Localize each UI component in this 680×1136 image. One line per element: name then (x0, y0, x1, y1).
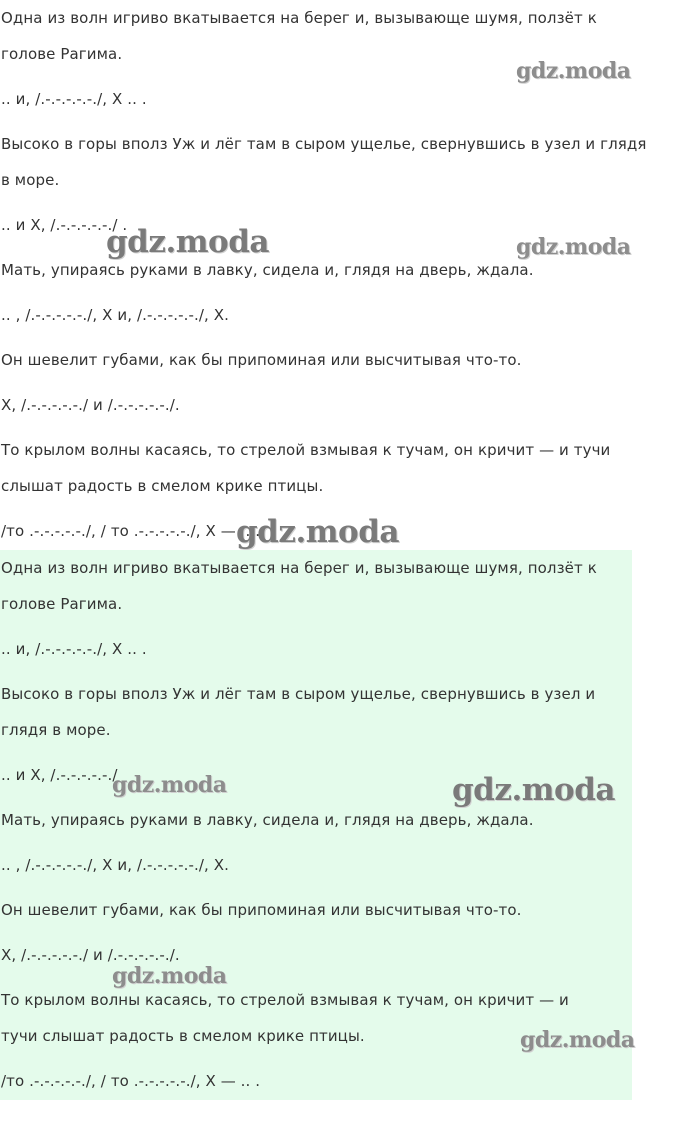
watermark: gdz.moda (112, 963, 227, 989)
scheme-line: .. и Х, /.-.-.-.-.-./ . (1, 216, 128, 234)
sentence-line: Мать, упираясь руками в лавку, сидела и, глядя на дверь, ждала. (1, 811, 534, 829)
scheme-line: .. и, /.-.-.-.-.-./, Х .. . (1, 640, 147, 658)
scheme-line: /то .-.-.-.-.-./, / то .-.-.-.-.-./, Х — .. . (1, 1072, 261, 1090)
scheme-line: .. и Х, /.-.-.-.-.-./ (1, 766, 118, 784)
watermark: gdz.moda (452, 772, 615, 808)
watermark: gdz.moda (112, 772, 227, 798)
watermark: gdz.moda (106, 224, 269, 260)
sentence-line: в море. (1, 171, 60, 189)
sentence-line: Одна из волн игриво вкатывается на берег и, вызывающе шумя, ползёт к (1, 9, 597, 27)
watermark: gdz.moda (516, 234, 631, 260)
sentence-line: голове Рагима. (1, 595, 123, 613)
watermark: gdz.moda (516, 58, 631, 84)
scheme-line: Х, /.-.-.-.-.-./ и /.-.-.-.-.-./. (1, 396, 180, 414)
answer-block-highlighted (0, 550, 632, 1100)
watermark: gdz.moda (520, 1027, 635, 1053)
sentence-line: То крылом волны касаясь, то стрелой взмывая к тучам, он кричит — и тучи (1, 441, 611, 459)
sentence-line: Высоко в горы вполз Уж и лёг там в сыром ущелье, свернувшись в узел и (1, 685, 596, 703)
sentence-line: Высоко в горы вполз Уж и лёг там в сыром ущелье, свернувшись в узел и глядя (1, 135, 647, 153)
scheme-line: .. и, /.-.-.-.-.-./, Х .. . (1, 90, 147, 108)
sentence-line: голове Рагима. (1, 45, 123, 63)
sentence-line: То крылом волны касаясь, то стрелой взмывая к тучам, он кричит — и (1, 991, 569, 1009)
sentence-line: тучи слышат радость в смелом крике птицы. (1, 1027, 365, 1045)
sentence-line: Одна из волн игриво вкатывается на берег и, вызывающе шумя, ползёт к (1, 559, 597, 577)
scheme-line: /то .-.-.-.-.-./, / то .-.-.-.-.-./, Х — .. . (1, 522, 261, 540)
watermark: gdz.moda (236, 514, 399, 550)
scheme-line: Х, /.-.-.-.-.-./ и /.-.-.-.-.-./. (1, 946, 180, 964)
scheme-line: .. , /.-.-.-.-.-./, Х и, /.-.-.-.-.-./, Х. (1, 306, 230, 324)
sentence-line: слышат радость в смелом крике птицы. (1, 477, 324, 495)
sentence-line: глядя в море. (1, 721, 111, 739)
sentence-line: Он шевелит губами, как бы припоминая или высчитывая что-то. (1, 901, 522, 919)
scheme-line: .. , /.-.-.-.-.-./, Х и, /.-.-.-.-.-./, Х. (1, 856, 230, 874)
sentence-line: Он шевелит губами, как бы припоминая или высчитывая что-то. (1, 351, 522, 369)
sentence-line: Мать, упираясь руками в лавку, сидела и, глядя на дверь, ждала. (1, 261, 534, 279)
